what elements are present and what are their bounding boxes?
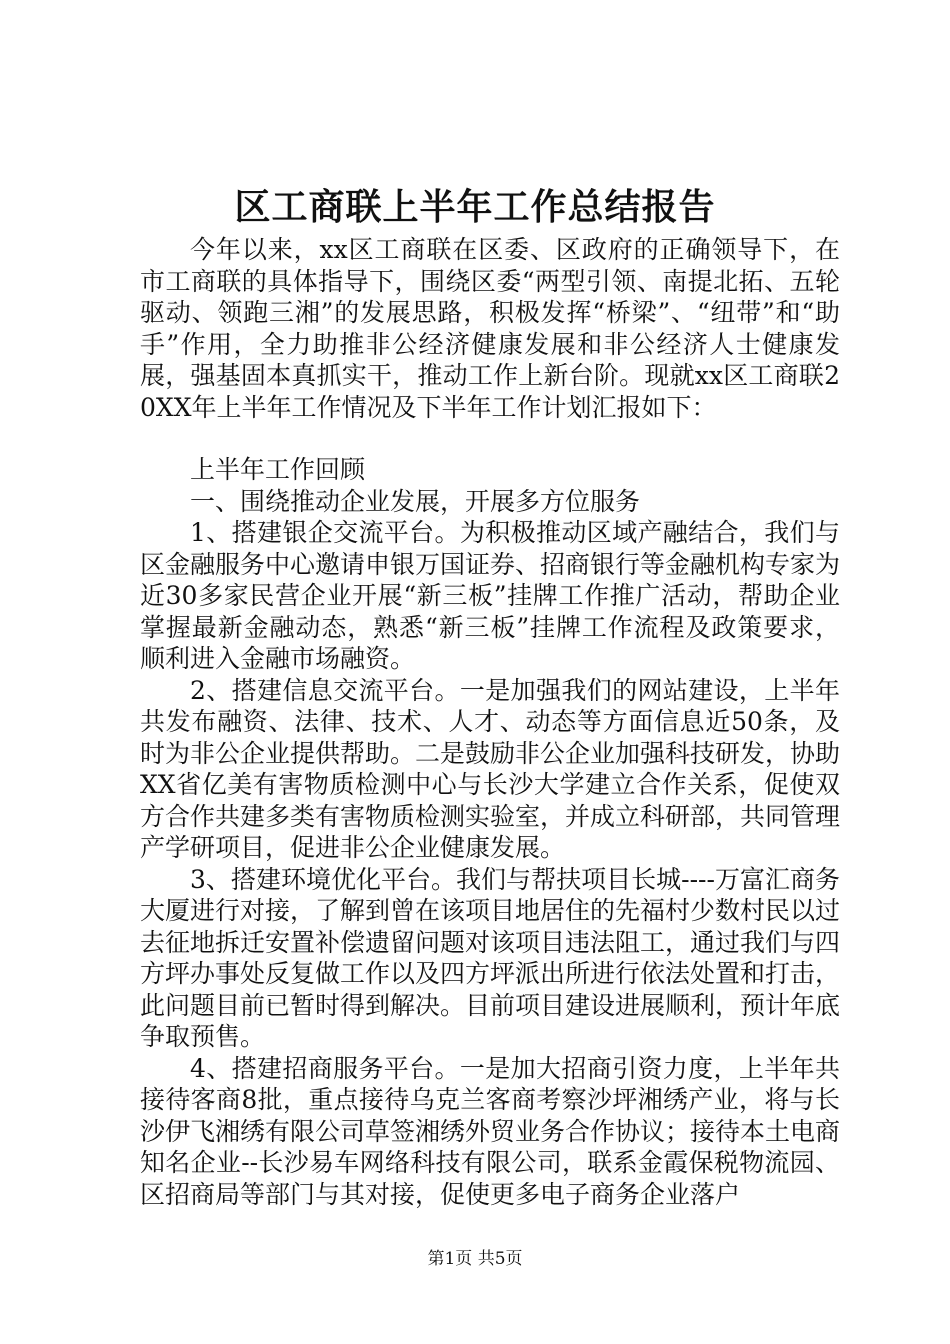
page-footer: 第1页 共5页 <box>427 1249 523 1269</box>
body-paragraph-4: 4、搭建招商服务平台。一是加大招商引资力度，上半年共接待客商8批，重点接待乌克兰客商考察沙坪湘绣产业，将与长沙伊飞湘绣有限公司草签湘绣外贸业务合作协议；接待本土电商知名企业--长沙易车网络科技有限公司，联系金霞保税物流园、区招商局等部门与其对接，促使更多电子商务企业落户 <box>140 1053 841 1209</box>
paragraph-gap <box>140 423 840 454</box>
document-title: 区工商联上半年工作总结报告 <box>234 186 716 228</box>
document-body <box>140 234 840 1210</box>
body-paragraph-3: 3、搭建环境优化平台。我们与帮扶项目长城----万富汇商务大厦进行对接，了解到曾在该项目地居住的先福村少数村民以过去征地拆迁安置补偿遗留问题对该项目违法阻工，通过我们与四方坪办事处反复做工作以及四方坪派出所进行依法处置和打击，此问题目前已暂时得到解决。目前项目建设进展顺利，预计年底争取预售。 <box>140 864 841 1051</box>
body-paragraph-2: 2、搭建信息交流平台。一是加强我们的网站建设，上半年共发布融资、法律、技术、人才、动态等方面信息近50条，及时为非公企业提供帮助。二是鼓励非公企业加强科技研发，协助XX省亿美有害物质检测中心与长沙大学建立合作关系，促使双方合作共建多类有害物质检测实验室，并成立科研部，共同管理产学研项目，促进非公企业健康发展。 <box>140 675 841 862</box>
subsection-heading: 一、围绕推动企业发展，开展多方位服务 <box>190 486 641 516</box>
body-paragraph-1: 1、搭建银企交流平台。为积极推动区域产融结合，我们与区金融服务中心邀请申银万国证券、招商银行等金融机构专家为近30多家民营企业开展“新三板”挂牌工作推广活动，帮助企业掌握最新金融动态，熟悉“新三板”挂牌工作流程及政策要求，顺利进入金融市场融资。 <box>140 518 841 673</box>
section-heading: 上半年工作回顾 <box>190 455 366 484</box>
intro-paragraph: 今年以来，xx区工商联在区委、区政府的正确领导下，在市工商联的具体指导下，围绕区委“两型引领、南提北拓、五轮驱动、领跑三湘”的发展思路，积极发挥“桥梁”、“纽带”和“助手”作用，全力助推非公经济健康发展和非公经济人士健康发展，强基固本真抓实干，推动工作上新台阶。现就xx区工商联20XX年上半年工作情况及下半年工作计划汇报如下： <box>140 235 840 422</box>
